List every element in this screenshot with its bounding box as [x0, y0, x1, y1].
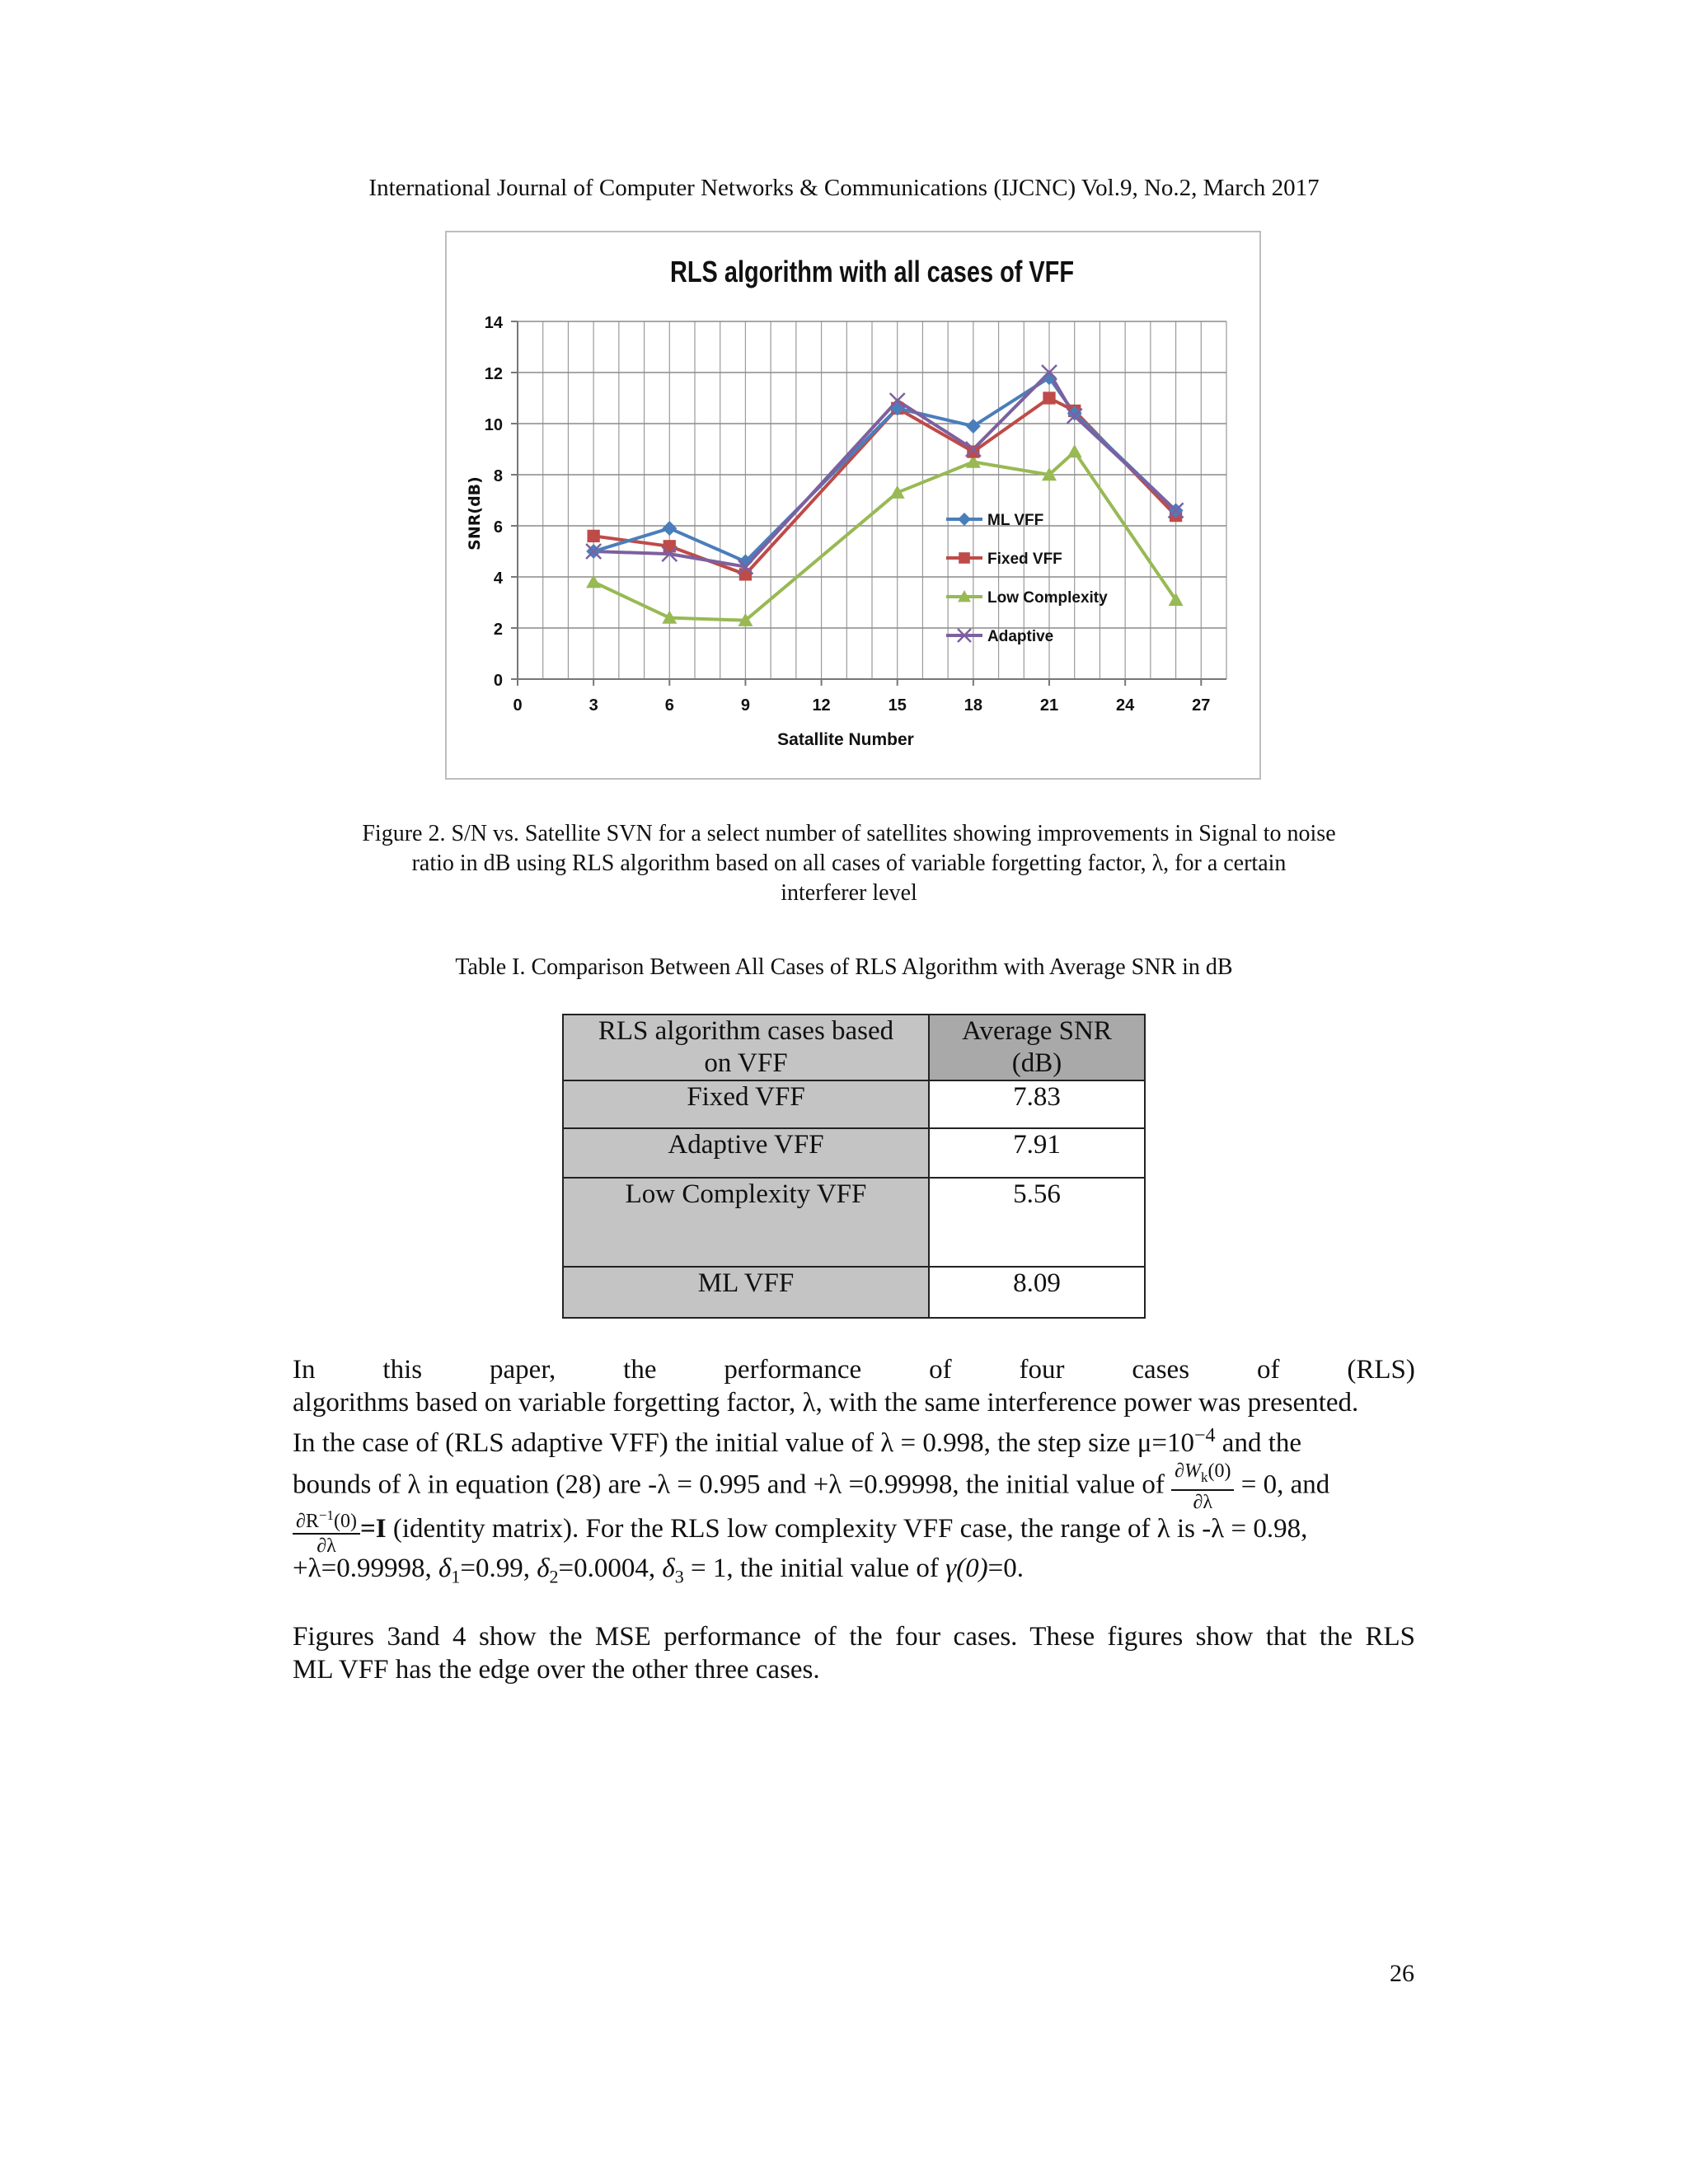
data-point-square	[587, 530, 599, 542]
table-header-text: (dB)	[1011, 1048, 1062, 1078]
table-caption: Table I. Comparison Between All Cases of RLS Algorithm with Average SNR in dB	[455, 954, 1233, 980]
y-axis-title: SNR(dB)	[466, 476, 484, 551]
text-run: and the	[1215, 1428, 1302, 1458]
data-point-square	[967, 445, 979, 457]
paragraph-word: of	[929, 1355, 952, 1385]
paragraph-line: Figures 3and 4 show the MSE performance of the four cases. These figures show that the RLS	[293, 1622, 1415, 1652]
paragraph-word: cases	[1132, 1355, 1190, 1385]
table-header-text: Average SNR	[962, 1016, 1112, 1046]
delta-subscript: 3	[674, 1566, 684, 1587]
paragraph-conclusion	[293, 1620, 1415, 1686]
table-header-text: RLS algorithm cases based	[598, 1016, 894, 1046]
y-tick-label: 14	[484, 314, 503, 332]
paragraph-results	[293, 1353, 1415, 1594]
x-tick-label: 12	[812, 696, 831, 715]
gamma-expression: γ(0)	[945, 1554, 988, 1583]
table-row	[563, 1080, 1145, 1128]
paragraph-line	[293, 1552, 1415, 1594]
table-cell-case: Low Complexity VFF	[563, 1178, 929, 1267]
identity-symbol: =I	[359, 1514, 387, 1544]
figure-caption	[297, 819, 1401, 908]
legend-label: Fixed VFF	[987, 551, 1062, 568]
paragraph-word: four	[1019, 1355, 1065, 1385]
frac-denominator: ∂λ	[1193, 1491, 1213, 1513]
x-tick-label: 18	[964, 696, 982, 715]
x-tick-label: 27	[1192, 696, 1211, 715]
frac-subscript: k	[1200, 1469, 1208, 1485]
paragraph-word: of	[1256, 1355, 1280, 1385]
paragraph-line: algorithms based on variable forgetting factor, λ, with the same interference power was presented.	[293, 1388, 1359, 1418]
delta-symbol: δ	[537, 1554, 550, 1583]
running-header: International Journal of Computer Networks & Communications (IJCNC) Vol.9, No.2, March 2017	[368, 175, 1320, 201]
text-run: = 0, and	[1234, 1469, 1330, 1500]
table-cell-value: 7.83	[929, 1080, 1145, 1128]
data-point-square	[1043, 391, 1055, 404]
paragraph-word: (RLS)	[1347, 1355, 1415, 1385]
text-run: (identity matrix). For the RLS low complexity VFF case, the range of λ is -λ = 0.98,	[386, 1514, 1308, 1544]
table-row	[563, 1128, 1145, 1178]
frac-argument: (0)	[333, 1511, 357, 1532]
frac-numerator: ∂W	[1175, 1460, 1201, 1482]
x-tick-label: 6	[664, 696, 674, 715]
text-run: =0.0004,	[558, 1554, 663, 1583]
page-number: 26	[1390, 1960, 1414, 1987]
paragraph-line	[293, 1504, 1415, 1557]
text-run: bounds of λ in equation (28) are -λ = 0.995 and +λ =0.99998, the initial value of	[293, 1469, 1172, 1500]
y-tick-label: 0	[493, 672, 503, 690]
y-tick-label: 10	[484, 416, 503, 434]
data-point-square	[959, 552, 970, 564]
table-row	[563, 1178, 1145, 1267]
text-run: In the case of (RLS adaptive VFF) the initial value of λ = 0.998, the step size μ=10	[293, 1428, 1194, 1458]
table-header-row	[563, 1015, 1145, 1080]
frac-argument: (0)	[1207, 1460, 1231, 1482]
table-row	[563, 1267, 1145, 1318]
table-cell-value: 8.09	[929, 1267, 1145, 1318]
y-tick-label: 4	[493, 569, 503, 588]
x-tick-label: 24	[1116, 696, 1135, 715]
table-header-case	[563, 1015, 929, 1080]
figure-caption-line: Figure 2. S/N vs. Satellite SVN for a select number of satellites showing improvements in Signal to noise	[362, 821, 1336, 846]
y-tick-label: 8	[493, 467, 503, 485]
paragraph-word: performance	[724, 1355, 862, 1385]
table-header-text: on VFF	[704, 1048, 788, 1078]
y-tick-label: 2	[493, 621, 503, 639]
paragraph-line	[293, 1353, 1415, 1386]
partial-derivative-fraction	[293, 1504, 360, 1558]
delta-subscript: 2	[549, 1566, 559, 1587]
paragraph-line: ML VFF has the edge over the other three cases.	[293, 1655, 820, 1685]
paragraph-word: the	[623, 1355, 657, 1385]
comparison-table	[562, 1014, 1146, 1319]
paragraph-line	[293, 1460, 1415, 1513]
x-axis-title: Satallite Number	[777, 730, 914, 749]
table-cell-case: Adaptive VFF	[563, 1128, 929, 1178]
y-tick-label: 6	[493, 518, 503, 537]
y-tick-label: 12	[484, 365, 503, 383]
table-cell-value: 5.56	[929, 1178, 1145, 1267]
table-cell-case: Fixed VFF	[563, 1080, 929, 1128]
figure-caption-line: interferer level	[781, 880, 917, 906]
text-run: = 1, the initial value of	[683, 1554, 946, 1583]
text-run: =0.	[987, 1554, 1024, 1583]
paragraph-line	[293, 1419, 1415, 1460]
legend-label: Low Complexity	[987, 589, 1108, 607]
x-tick-label: 9	[740, 696, 750, 715]
x-tick-label: 15	[888, 696, 907, 715]
table-header-value	[929, 1015, 1145, 1080]
legend-label: ML VFF	[987, 512, 1044, 529]
frac-exponent: −1	[318, 1507, 334, 1523]
data-point-triangle	[1067, 444, 1082, 457]
chart-title: RLS algorithm with all cases of VFF	[670, 255, 1074, 288]
x-tick-label: 0	[513, 696, 523, 715]
x-tick-label: 3	[588, 696, 598, 715]
paragraph-word: In	[293, 1355, 316, 1385]
table-cell-value: 7.91	[929, 1128, 1145, 1178]
paragraph-word: paper,	[490, 1355, 556, 1385]
figure-caption-line: ratio in dB using RLS algorithm based on all cases of variable forgetting factor, λ, for a certain	[411, 851, 1287, 876]
exponent: −4	[1194, 1425, 1216, 1446]
delta-subscript: 1	[451, 1566, 461, 1587]
frac-denominator: ∂λ	[316, 1535, 336, 1557]
paragraph-word: this	[382, 1355, 423, 1385]
frac-numerator: ∂R	[296, 1511, 319, 1532]
table-cell-case: ML VFF	[563, 1267, 929, 1318]
text-run: +λ=0.99998,	[293, 1554, 438, 1583]
delta-symbol: δ	[662, 1554, 675, 1583]
legend-label: Adaptive	[987, 628, 1054, 645]
x-tick-label: 21	[1039, 696, 1059, 715]
data-point-diamond	[958, 513, 971, 526]
text-run: =0.99,	[460, 1554, 537, 1583]
data-point-diamond	[662, 521, 677, 536]
delta-symbol: δ	[438, 1554, 452, 1583]
snr-line-chart	[445, 231, 1261, 780]
